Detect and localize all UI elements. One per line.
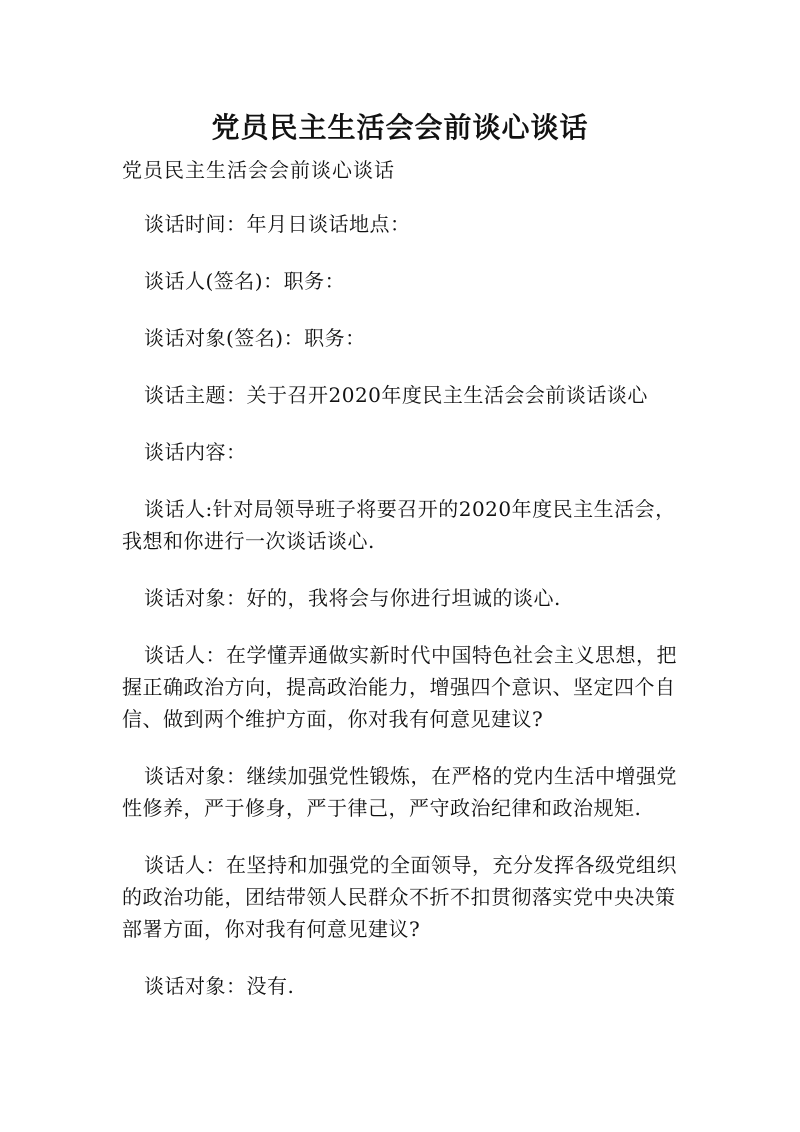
paragraph-dialogue-4: 谈话对象：继续加强党性锻炼，在严格的党内生活中增强党性修养，严于修身，严于律己，严守政治纪律和政治规矩. — [122, 764, 677, 820]
paragraph-time-place: 谈话时间：年月日谈话地点： — [144, 212, 411, 236]
paragraph-speaker: 谈话人(签名)：职务： — [144, 269, 346, 293]
paragraph-dialogue-6: 谈话对象：没有. — [144, 974, 295, 998]
paragraph-topic: 谈话主题：关于召开2020年度民主生活会会前谈话谈心 — [144, 383, 648, 407]
paragraph-dialogue-2: 谈话对象：好的，我将会与你进行坦诚的谈心. — [144, 586, 561, 610]
document-subtitle: 党员民主生活会会前谈心谈话 — [122, 158, 395, 182]
document-body — [122, 208, 678, 1027]
paragraph-dialogue-1: 谈话人:针对局领导班子将要召开的2020年度民主生活会，我想和你进行一次谈话谈心. — [122, 497, 676, 553]
paragraph-dialogue-3: 谈话人：在学懂弄通做实新时代中国特色社会主义思想，把握正确政治方向，提高政治能力，增强四个意识、坚定四个自信、做到两个维护方面，你对我有何意见建议? — [122, 643, 677, 731]
paragraph-interviewee: 谈话对象(签名)：职务： — [144, 326, 366, 350]
paragraph-content-heading: 谈话内容： — [144, 440, 247, 464]
paragraph-dialogue-5: 谈话人：在坚持和加强党的全面领导，充分发挥各级党组织的政治功能，团结带领人民群众不折不扣贯彻落实党中央决策部署方面，你对我有何意见建议? — [122, 853, 677, 941]
document-title: 党员民主生活会会前谈心谈话 — [211, 111, 589, 144]
